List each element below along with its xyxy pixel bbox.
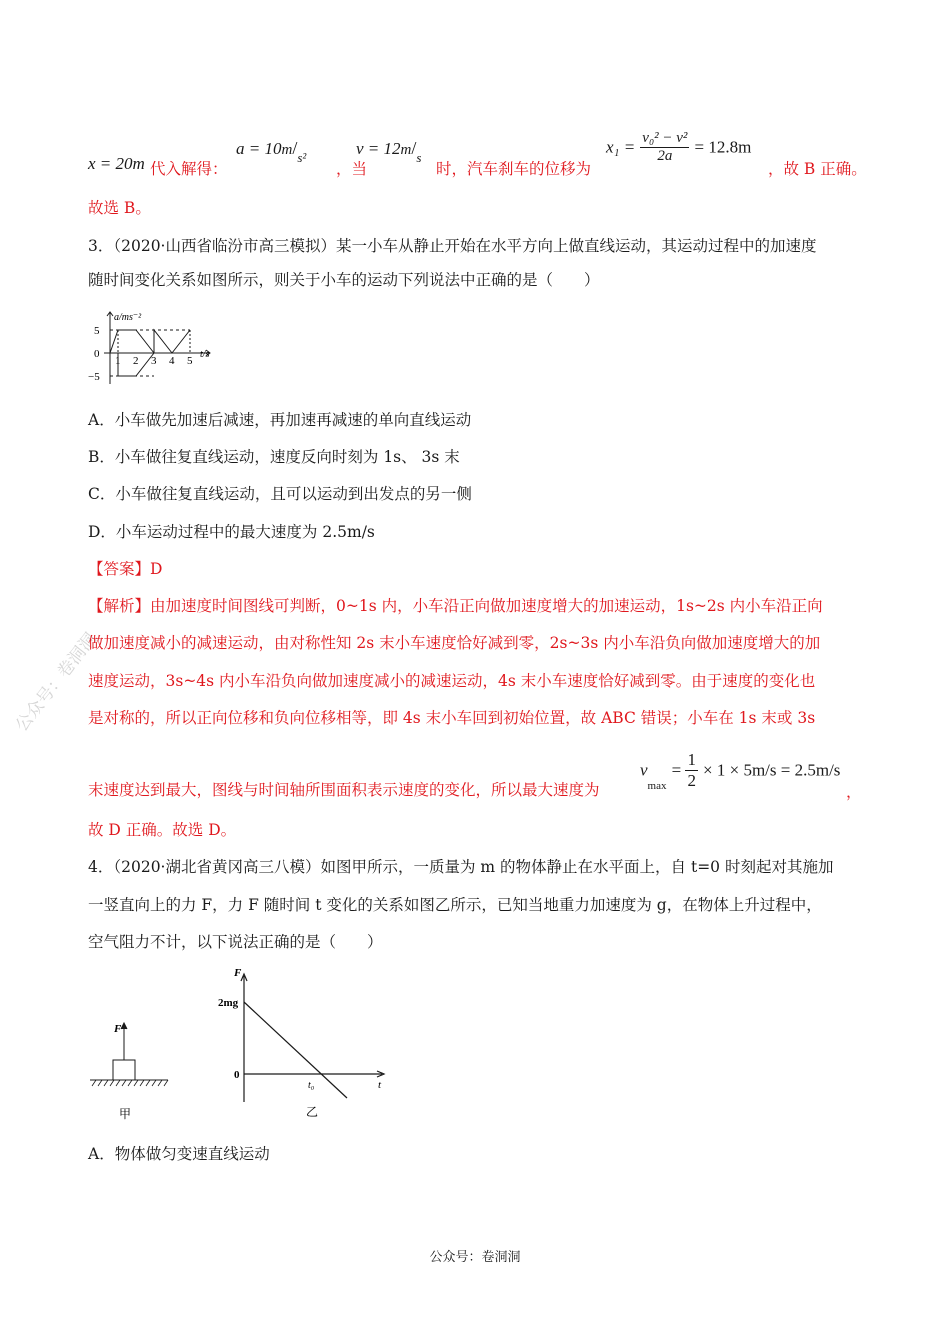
q3-vmax-lead: 末速度达到最大，图线与时间轴所围面积表示速度的变化，所以最大速度为 [88, 781, 600, 799]
figure-a-caption: 甲 [119, 1107, 132, 1121]
force-arrow-head [121, 1023, 127, 1029]
ground-hatch [92, 1080, 168, 1086]
when-text: ，当 [336, 160, 368, 178]
graph-y-tick-neg5: −5 [88, 371, 100, 383]
graph-y-tick-5: 5 [94, 325, 100, 337]
graph-x-tick-1: 1 [115, 355, 121, 367]
b-correct-text: ，故 B 正确。 [768, 160, 867, 178]
fb-t0-label: t₀ [308, 1080, 315, 1091]
q3-line-2: 随时间变化关系如图所示，则关于小车的运动下列说法中正确的是（ ） [88, 271, 600, 289]
q3-analysis-line-2: 做加速度减小的减速运动，由对称性知 2s 末小车速度恰好减到零，2s~3s 内小车沿负向做加速度增大的加 [88, 634, 821, 652]
substitute-text: 代入解得： [150, 160, 228, 178]
a-expression: $a = 10m/_{s^2}$ [236, 138, 307, 165]
formula-line [88, 128, 868, 192]
q4-line-2: 一竖直向上的力 F，力 F 随时间 t 变化的关系如图乙所示，已知当地重力加速度为 g，在物体上升过程中， [88, 896, 822, 914]
q4-figure-b [212, 966, 402, 1126]
graph-segment-1 [110, 330, 154, 353]
choose-b: 故选 B。 [88, 199, 151, 217]
graph-x-tick-5: 5 [187, 355, 193, 367]
q3-option-c: C．小车做往复直线运动，且可以运动到出发点的另一侧 [88, 485, 472, 503]
analysis-tag: 【解析】 [88, 597, 151, 615]
page-footer: 公众号：卷洞洞 [429, 1250, 521, 1265]
q3-option-d: D．小车运动过程中的最大速度为 2.5m/s [88, 523, 375, 541]
vmax-formula: $v_{max}$ = $\frac{1}{2}$ × 1 × 5m/s = 2.5m/s [640, 750, 841, 792]
fb-origin: 0 [234, 1069, 240, 1081]
q3-line-1: 3．（2020·山西省临汾市高三模拟）某一小车从静止开始在水平方向上做直线运动，其运动过程中的加速度 [88, 237, 817, 255]
graph-y-tick-0: 0 [94, 348, 100, 360]
answer-value: D [150, 560, 163, 578]
q3-option-a: A．小车做先加速后减速，再加速再减速的单向直线运动 [88, 411, 472, 429]
force-label: F [114, 1023, 122, 1035]
q4-figure-a [86, 1010, 176, 1130]
graph-second-cycle [154, 330, 190, 353]
graph-y-label: a/ms⁻² [114, 312, 142, 323]
displacement-text: 时，汽车刹车的位移为 [436, 160, 592, 178]
q3-option-b: B．小车做往复直线运动，速度反向时刻为 1s、 3s 末 [88, 448, 460, 466]
answer-tag: 【答案】 [88, 560, 151, 578]
q3-analysis-line-3: 速度运动，3s~4s 内小车沿负向做加速度减小的减速运动，4s 末小车速度恰好减到零。由于速度的变化也 [88, 672, 816, 690]
figure-b-caption: 乙 [306, 1105, 319, 1119]
v-expression: $v = 12m/_s$ [356, 138, 422, 165]
vmax-comma: ， [846, 783, 862, 801]
q3-acceleration-graph [86, 308, 226, 386]
block [113, 1060, 135, 1080]
q3-conclusion: 故 D 正确。故选 D。 [88, 821, 237, 839]
q3-analysis-line-4: 是对称的，所以正向位移和负向位移相等，即 4s 末小车回到初始位置，故 ABC 错误；小车在 1s 末或 3s [88, 709, 816, 727]
graph-x-tick-3: 3 [151, 355, 157, 367]
x1-expression: x₁ = $\frac{\text{v₀² − v²}}{2a}$ = 12.8m [606, 130, 752, 164]
graph-x-label: t/s [200, 349, 210, 360]
q4-option-a: A．物体做匀变速直线运动 [88, 1145, 270, 1163]
q4-line-1: 4．（2020·湖北省黄冈高三八模）如图甲所示，一质量为 m 的物体静止在水平面上，自 t=0 时刻起对其施加 [88, 858, 834, 876]
graph-x-tick-4: 4 [169, 355, 175, 367]
q3-answer [88, 559, 162, 579]
q3-analysis-line-1: 【解析】由加速度时间图线可判断，0~1s 内，小车沿正向做加速度增大的加速运动，1s~2s 内小车沿正向 [88, 597, 823, 615]
fb-y-tick-2mg: 2mg [218, 997, 239, 1009]
watermark: 公众号：卷洞洞 [11, 629, 101, 736]
q4-line-3: 空气阻力不计，以下说法正确的是（ ） [88, 933, 383, 951]
fb-x-label: t [378, 1079, 382, 1091]
fb-y-label: F [234, 967, 242, 979]
graph-x-tick-2: 2 [133, 355, 139, 367]
fb-force-line [244, 1002, 347, 1098]
x-expression: x = 20m [88, 154, 145, 173]
